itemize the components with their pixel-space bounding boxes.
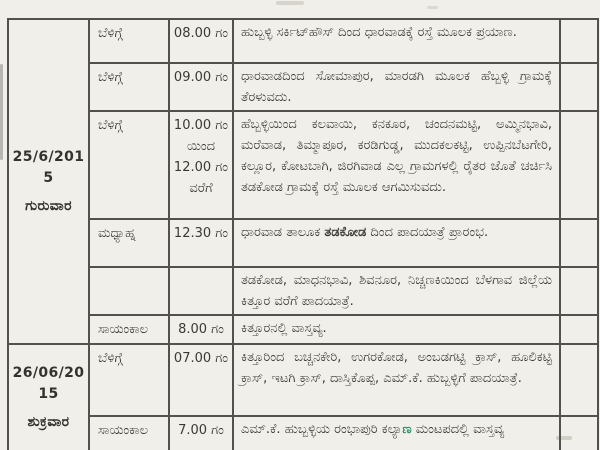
period-label: ಸಾಯಂಕಾಲ [98, 322, 149, 337]
schedule-row [8, 219, 598, 267]
scan-speck-artifact [427, 6, 438, 9]
description-text-green: ಣ [402, 422, 412, 437]
schedule-row [8, 416, 598, 450]
empty-cell [560, 111, 598, 219]
date-cell [8, 344, 89, 450]
description-text: ಕಿತ್ತೂರನಲ್ಲಿ ವಾಸ್ತವ್ಯ. [241, 321, 327, 336]
period-cell [89, 344, 169, 416]
time-value: 07.00 ಗಂ [173, 351, 229, 366]
time-cell [169, 315, 233, 344]
time-cell [169, 63, 233, 111]
time-value: 08.00 ಗಂ [173, 26, 229, 41]
period-label: ಸಾಯಂಕಾಲ [98, 423, 149, 438]
period-label: ಬೆಳಿಗ್ಗೆ [98, 118, 123, 133]
period-cell [89, 111, 169, 219]
scan-smudge-artifact [276, 1, 304, 5]
description-text: ತಡಕೋಡ, ಮಾಧನಭಾವಿ, ಶಿವನೂರ, ನಿಚ್ಚಣಕಿಯಿಂದ ಬೆಳಗಾವ ಜಿಲ್ಲೆಯ ಕಿತ್ತೂರ ವರೆಗೆ ಪಾದಯಾತ್ರೆ. [241, 273, 552, 309]
date-value: 26/06/2015 [12, 364, 85, 402]
empty-cell [560, 63, 598, 111]
empty-cell [560, 219, 598, 267]
time-cell [169, 416, 233, 450]
period-cell [89, 315, 169, 344]
description-cell [233, 315, 560, 344]
description-cell [233, 111, 560, 219]
schedule-row [8, 344, 598, 416]
description-cell [233, 219, 560, 267]
empty-cell [560, 19, 598, 63]
period-label: ಮಧ್ಯಾಹ್ನ [98, 226, 136, 241]
period-label: ಬೆಳಿಗ್ಗೆ [98, 70, 123, 85]
period-label: ಬೆಳಿಗ್ಗೆ [98, 351, 123, 366]
schedule-row [8, 267, 598, 315]
description-text: ದಿಂದ ಪಾದಯಾತ್ರೆ ಪ್ರಾರಂಭ. [366, 225, 489, 240]
description-text: ಧಾರವಾಡದಿಂದ ಸೋಮಾಪುರ, ಮಾರಡಗಿ ಮೂಲಕ ಹೆಬ್ಬಳ್ಳಿ ಗ್ರಾಮಕ್ಕೆ ತೆರಳುವದು. [241, 69, 552, 105]
empty-cell [560, 416, 598, 450]
empty-cell [560, 267, 598, 315]
schedule-row [8, 315, 598, 344]
description-cell [233, 267, 560, 315]
period-label: ಬೆಳಿಗ್ಗೆ [98, 26, 123, 41]
time-value: 8.00 ಗಂ [178, 322, 224, 337]
time-cell [169, 111, 233, 219]
schedule-row [8, 63, 598, 111]
empty-cell [560, 344, 598, 416]
scan-edge-artifact [0, 64, 3, 160]
time-cell [169, 267, 233, 315]
schedule-row [8, 19, 598, 63]
description-cell [233, 19, 560, 63]
description-text: ಎಮ್.ಕೆ. ಹುಬ್ಬಳ್ಳಿಯ ರಂಭಾಪುರಿ ಕಲ್ಯಾ [241, 422, 403, 437]
time-cell [169, 219, 233, 267]
time-value: 12.30 ಗಂ [173, 226, 229, 241]
weekday-value: ಶುಕ್ರವಾರ [27, 413, 70, 430]
description-text: ಹುಬ್ಬಳ್ಳಿ ಸರ್ಕಿಟ್‌ಹೌಸ್ ದಿಂದ ಧಾರವಾಡಕ್ಕೆ ರಸ್ತೆ ಮೂಲಕ ಪ್ರಯಾಣ. [241, 25, 517, 40]
description-text: ಹೆಬ್ಬಳ್ಳಿಯಿಂದ ಕಲವಾಯಿ, ಕನಕೂರ, ಚಂದನಮಟ್ಟಿ, ಅಮ್ಮಿನಭಾವಿ, ಮರೆವಾಡ, ತಿಮ್ಮಾಪೂರ, ಕರಡಿಗುಡ್ಡ, ಮುದಕಲಕಟ್ಟಿ, ಉಪ್ಪಿನಬೆಟಗೇರಿ, ಕಲ್ಲೂರ, ಕೋಟಬಾಗಿ, ಜಿರಗಿವಾಡ ಎಲ್ಲ ಗ್ರಾಮಗಳಲ್ಲಿ ರೈತರ ಜೊತೆ ಚರ್ಚಿಸಿ ತಡಕೋಡ ಗ್ರಾಮಕ್ಕೆ ರಸ್ತೆ ಮೂಲಕ ಆಗಮಿಸುವದು. [241, 117, 552, 195]
description-text: ಧಾರವಾಡ ತಾಲೂಕ [241, 225, 325, 240]
date-cell [8, 19, 89, 344]
description-text-bold: ತಡಕೋಡ [324, 225, 367, 240]
period-cell [89, 267, 169, 315]
date-value: 25/6/2015 [12, 148, 85, 186]
schedule-row [8, 111, 598, 219]
weekday-value: ಗುರುವಾರ [25, 197, 72, 214]
time-value: 09.00 ಗಂ [173, 70, 229, 85]
time-cell [169, 19, 233, 63]
period-cell [89, 219, 169, 267]
period-cell [89, 19, 169, 63]
description-text: ಕಿತ್ತೂರಿಂದ ಬಚ್ಚನಕೇರಿ, ಉಗರಕೋಡ, ಅಂಬಡಗಟ್ಟಿ ಕ್ರಾಸ್, ಹೂಲಿಕಟ್ಟಿ ಕ್ರಾಸ್, ಇಟಗಿ ಕ್ರಾಸ್, ದಾಸ್ತಿಕೊಪ್ಪ, ಎಮ್.ಕೆ. ಹುಬ್ಬಳ್ಳಿಗೆ ಪಾದಯಾತ್ರೆ. [241, 350, 552, 386]
description-cell [233, 416, 560, 450]
time-value: 10.00 ಗಂ ಯಿಂದ 12.00 ಗಂ ವರೆಗೆ [173, 118, 229, 196]
description-text: ಮಂಟಪದಲ್ಲಿ ವಾಸ್ತವ್ಯ [411, 422, 505, 437]
period-cell [89, 63, 169, 111]
itinerary-table [7, 18, 599, 450]
time-cell [169, 344, 233, 416]
period-cell [89, 416, 169, 450]
time-value: 7.00 ಗಂ [178, 423, 224, 438]
description-cell [233, 63, 560, 111]
description-cell [233, 344, 560, 416]
empty-cell [560, 315, 598, 344]
